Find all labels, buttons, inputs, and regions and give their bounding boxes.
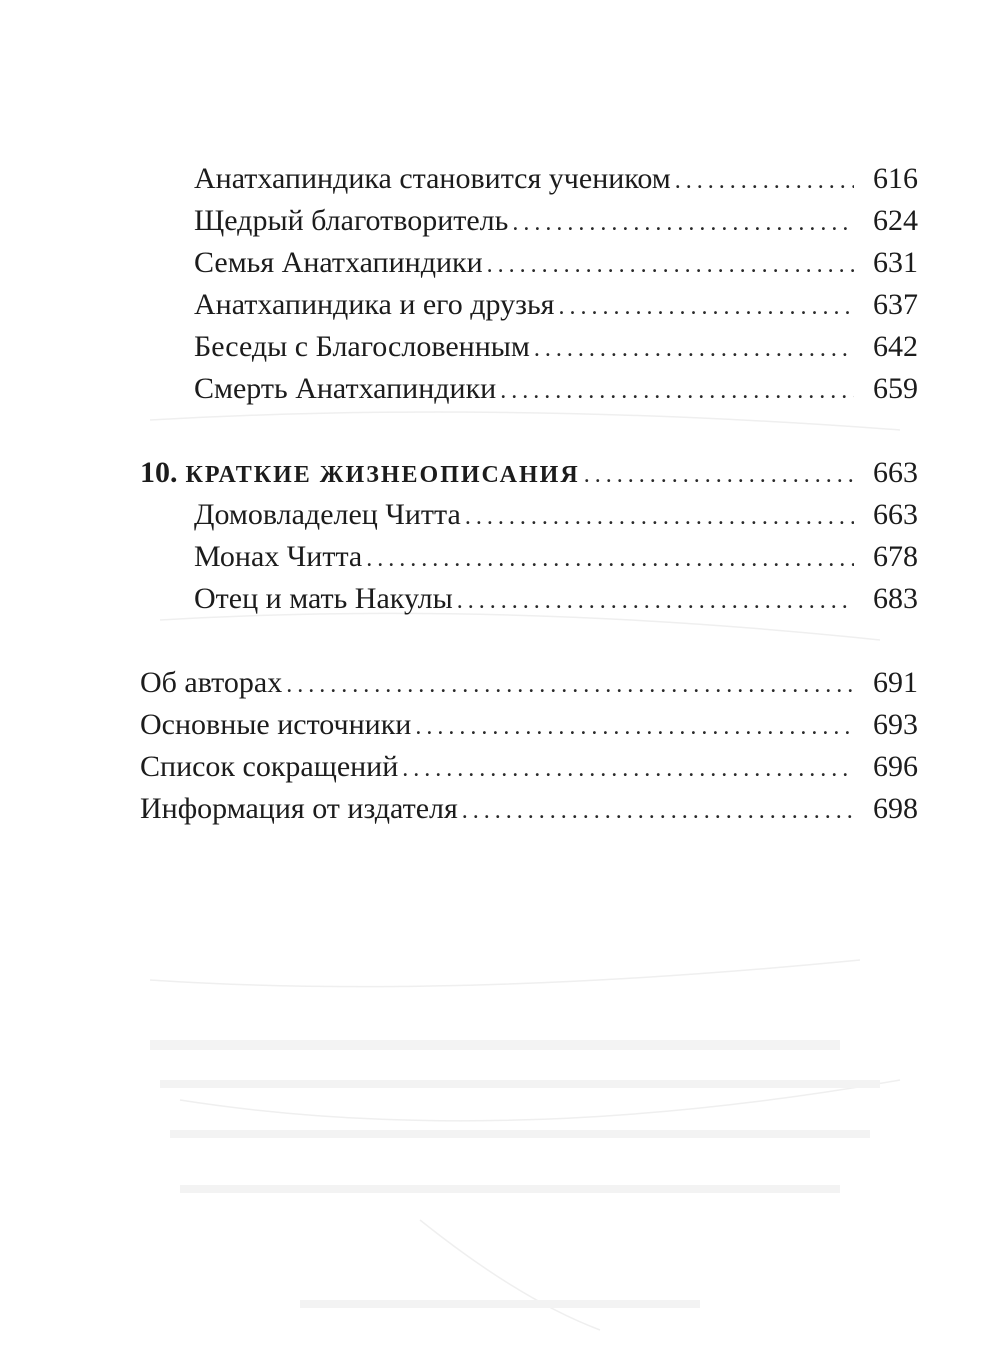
toc-entry[interactable] [140,703,918,747]
toc-entry[interactable] [194,367,918,411]
toc-entry[interactable] [194,241,918,285]
toc-entry[interactable] [194,157,918,201]
toc-entry-page: 678 [873,540,918,573]
toc-entry[interactable] [194,577,918,621]
toc-entry-page: 616 [873,162,918,195]
toc-entry-title: Беседы с Благословенным [194,330,530,363]
dot-leader [584,453,854,497]
chapter-title: КРАТКИЕ ЖИЗНЕОПИСАНИЯ [185,462,580,488]
toc-entry-page: 624 [873,204,918,237]
dot-leader [415,705,854,749]
toc-entry-title: Об авторах [140,666,283,699]
toc-entry-title: Анатхапиндика становится учеником [194,162,671,195]
toc-entry[interactable] [140,787,918,831]
chapter-number: 10. [140,456,178,489]
toc-entry-title: Отец и мать Накулы [194,582,453,615]
dot-leader [402,747,854,791]
toc-entry-title: Анатхапиндика и его друзья [194,288,555,321]
toc-entry-title: Щедрый благотворитель [194,204,509,237]
dot-leader [512,201,854,245]
toc-entry-page: 698 [873,792,918,825]
chapter-page: 663 [873,456,918,489]
toc-entry-title: Смерть Анатхапиндики [194,372,497,405]
dot-leader [487,243,854,287]
dot-leader [286,663,854,707]
toc-entry-title: Список сокращений [140,750,399,783]
toc-entry-page: 691 [873,666,918,699]
toc-chapter-heading[interactable] [140,451,918,495]
toc-entry-title: Монах Читта [194,540,363,573]
toc-entry[interactable] [140,661,918,705]
dot-leader [675,159,854,203]
toc-entry[interactable] [194,283,918,327]
toc-entry[interactable] [194,199,918,243]
toc-entry-title: Основные источники [140,708,412,741]
toc-entry-page: 642 [873,330,918,363]
dot-leader [465,495,854,539]
toc-entry-page: 693 [873,708,918,741]
dot-leader [558,285,854,329]
toc-entry-page: 631 [873,246,918,279]
toc-entry[interactable] [140,745,918,789]
toc-entry-page: 683 [873,582,918,615]
toc-entry[interactable] [194,325,918,369]
dot-leader [500,369,854,413]
dot-leader [534,327,854,371]
dot-leader [457,579,854,623]
dot-leader [366,537,854,581]
toc-entry-page: 637 [873,288,918,321]
toc-entry-title: Информация от издателя [140,792,458,825]
dot-leader [462,789,854,833]
toc-entry-page: 696 [873,750,918,783]
toc-entry[interactable] [194,535,918,579]
toc-entry-page: 663 [873,498,918,531]
toc-entry-title: Семья Анатхапиндики [194,246,483,279]
toc-entry[interactable] [194,493,918,537]
chapter-title-group [140,451,580,497]
toc-entry-title: Домовладелец Читта [194,498,461,531]
toc-entry-page: 659 [873,372,918,405]
